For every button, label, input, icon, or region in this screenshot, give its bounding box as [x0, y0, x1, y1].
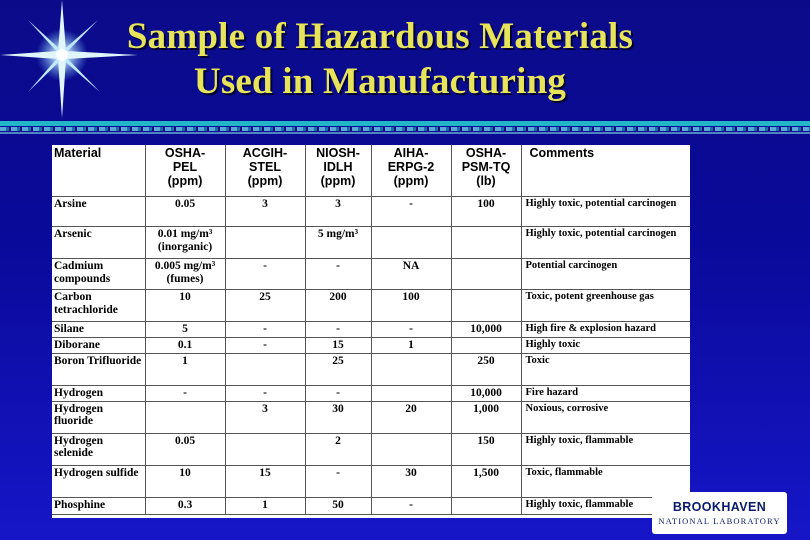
value-cell: 30 [305, 401, 371, 433]
table-row [52, 322, 690, 338]
slide-title [60, 14, 700, 104]
value-cell: 50 [305, 497, 371, 514]
value-cell: 1,500 [451, 465, 521, 497]
material-cell: Cadmium compounds [52, 259, 145, 290]
column-header-line: IDLH [323, 160, 353, 174]
value-cell: - [371, 197, 451, 227]
value-cell: 250 [451, 354, 521, 386]
value-cell: 100 [451, 197, 521, 227]
value-cell [371, 386, 451, 402]
material-cell: Diborane [52, 338, 145, 354]
column-header [451, 145, 521, 197]
column-header [52, 145, 145, 197]
hazardous-materials-table [52, 145, 690, 518]
value-cell: 10 [145, 290, 225, 322]
value-cell: 0.005 mg/m³ (fumes) [145, 259, 225, 290]
value-cell: - [145, 386, 225, 402]
value-cell: 15 [305, 338, 371, 354]
value-cell: 20 [371, 401, 451, 433]
column-header [305, 145, 371, 197]
comment-cell: Highly toxic, flammable [521, 433, 690, 465]
column-header-line: OSHA- [164, 146, 206, 160]
value-cell [451, 290, 521, 322]
value-cell: - [225, 386, 305, 402]
table-row [52, 259, 690, 290]
column-header-line: NIOSH- [316, 146, 360, 160]
value-cell: 1,000 [451, 401, 521, 433]
column-header-line: ACGIH- [242, 146, 288, 160]
column-header-line: STEL [249, 160, 281, 174]
material-cell: Hydrogen [52, 386, 145, 402]
value-cell [225, 433, 305, 465]
table-row [52, 338, 690, 354]
column-header-line: (ppm) [247, 174, 283, 188]
value-cell [451, 227, 521, 259]
value-cell [451, 259, 521, 290]
value-cell [225, 354, 305, 386]
table-row [52, 433, 690, 465]
value-cell: 200 [305, 290, 371, 322]
value-cell: - [371, 322, 451, 338]
value-cell: 1 [225, 497, 305, 514]
column-header-line: (lb) [476, 174, 496, 188]
value-cell: 0.3 [145, 497, 225, 514]
value-cell: - [225, 259, 305, 290]
value-cell: 3 [305, 197, 371, 227]
value-cell: 30 [371, 465, 451, 497]
title-divider [0, 121, 810, 126]
material-cell: Hydrogen fluoride [52, 401, 145, 433]
value-cell: - [225, 322, 305, 338]
comment-cell: Highly toxic [521, 338, 690, 354]
value-cell: 25 [305, 354, 371, 386]
value-cell: 10,000 [451, 322, 521, 338]
comment-cell: Highly toxic, potential carcinogen [521, 197, 690, 227]
value-cell: - [305, 322, 371, 338]
value-cell: 10 [145, 465, 225, 497]
value-cell: NA [371, 259, 451, 290]
material-cell: Silane [52, 322, 145, 338]
table-row [52, 497, 690, 514]
column-header [225, 145, 305, 197]
value-cell: - [305, 465, 371, 497]
table-row [52, 386, 690, 402]
table-row [52, 465, 690, 497]
column-header-line: (ppm) [167, 174, 203, 188]
value-cell [371, 354, 451, 386]
value-cell [451, 338, 521, 354]
value-cell: 100 [371, 290, 451, 322]
column-header-line: ERPG-2 [387, 160, 435, 174]
column-header-line: OSHA- [465, 146, 507, 160]
value-cell [225, 227, 305, 259]
material-cell: Boron Trifluoride [52, 354, 145, 386]
material-cell: Hydrogen sulfide [52, 465, 145, 497]
value-cell: 1 [371, 338, 451, 354]
value-cell: 3 [225, 197, 305, 227]
comment-cell: Potential carcinogen [521, 259, 690, 290]
value-cell: 15 [225, 465, 305, 497]
column-header-line: PEL [172, 160, 198, 174]
material-cell: Hydrogen selenide [52, 433, 145, 465]
title-divider-highlight [0, 132, 810, 134]
table-header-row [52, 145, 690, 197]
value-cell: 5 [145, 322, 225, 338]
value-cell [371, 433, 451, 465]
material-cell: Arsine [52, 197, 145, 227]
value-cell: - [371, 497, 451, 514]
table-row [52, 227, 690, 259]
value-cell: 0.05 [145, 433, 225, 465]
value-cell: 25 [225, 290, 305, 322]
comment-cell: High fire & explosion hazard [521, 322, 690, 338]
comment-cell: Highly toxic, flammable [521, 497, 690, 514]
comment-cell: Noxious, corrosive [521, 401, 690, 433]
table-row [52, 354, 690, 386]
value-cell: - [305, 259, 371, 290]
column-header [521, 145, 690, 197]
material-cell: Phosphine [52, 497, 145, 514]
value-cell: 150 [451, 433, 521, 465]
value-cell: - [305, 386, 371, 402]
comment-cell: Toxic, flammable [521, 465, 690, 497]
logo-name: BROOKHAVEN [672, 500, 767, 514]
value-cell [451, 497, 521, 514]
column-header-line: PSM-TQ [461, 160, 511, 174]
brookhaven-logo [652, 492, 787, 534]
value-cell [145, 401, 225, 433]
value-cell: 2 [305, 433, 371, 465]
value-cell: 0.01 mg/m³ (inorganic) [145, 227, 225, 259]
title-divider-pattern [0, 127, 810, 131]
comment-cell: Toxic [521, 354, 690, 386]
column-header-line: AIHA- [393, 146, 429, 160]
table-row [52, 401, 690, 433]
column-header-line: Comments [529, 146, 595, 160]
value-cell: 0.1 [145, 338, 225, 354]
column-header-line: (ppm) [393, 174, 429, 188]
value-cell: 5 mg/m³ [305, 227, 371, 259]
value-cell [371, 227, 451, 259]
table-row [52, 290, 690, 322]
title-line-1: Sample of Hazardous Materials [126, 16, 634, 57]
value-cell: 1 [145, 354, 225, 386]
value-cell: - [225, 338, 305, 354]
table-row [52, 197, 690, 227]
column-header [371, 145, 451, 197]
table-body [52, 197, 690, 515]
comment-cell: Toxic, potent greenhouse gas [521, 290, 690, 322]
value-cell: 0.05 [145, 197, 225, 227]
value-cell: 3 [225, 401, 305, 433]
material-cell: Carbon tetrachloride [52, 290, 145, 322]
column-header [145, 145, 225, 197]
value-cell: 10,000 [451, 386, 521, 402]
comment-cell: Fire hazard [521, 386, 690, 402]
column-header-line: (ppm) [320, 174, 356, 188]
title-line-2: Used in Manufacturing [193, 61, 567, 102]
column-header-line: Material [54, 146, 102, 160]
material-cell: Arsenic [52, 227, 145, 259]
comment-cell: Highly toxic, potential carcinogen [521, 227, 690, 259]
logo-subtitle: NATIONAL LABORATORY [658, 516, 781, 526]
